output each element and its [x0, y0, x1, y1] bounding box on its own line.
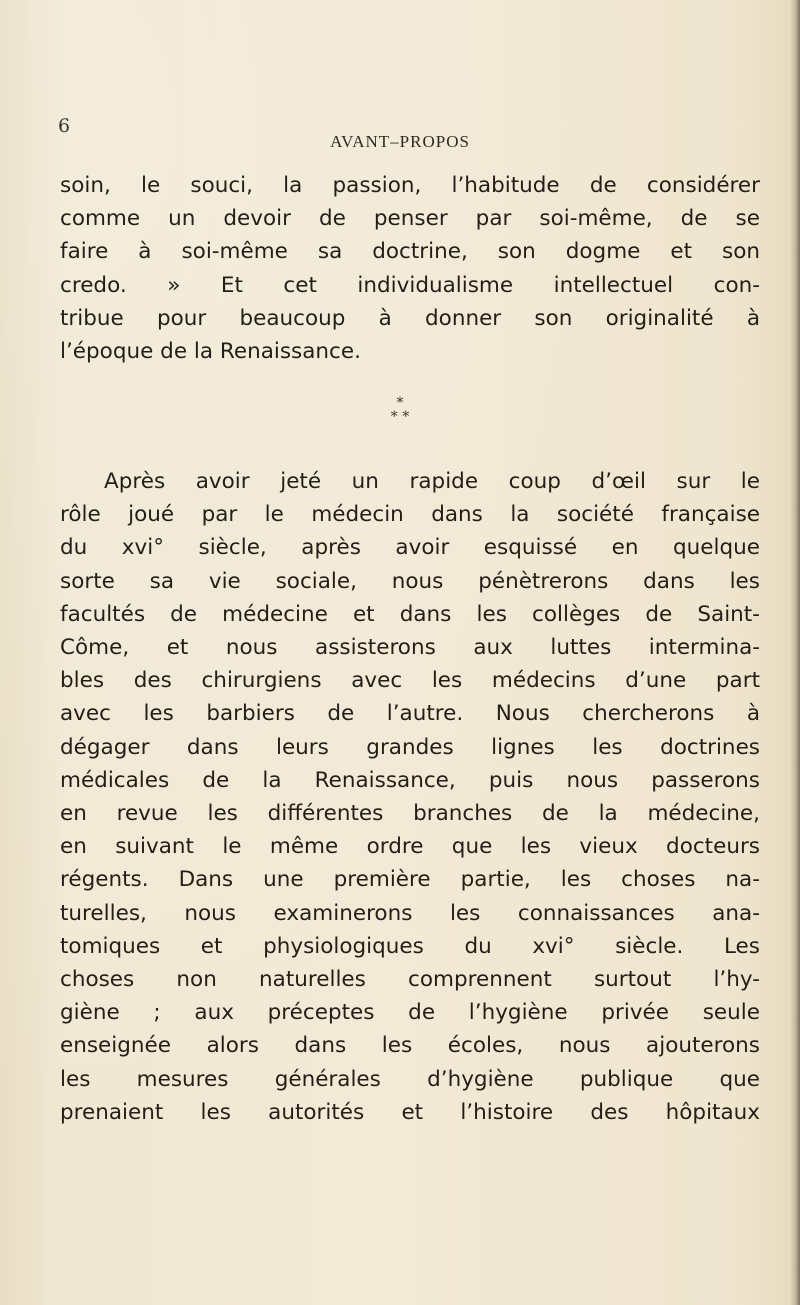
page-edge-shadow: [790, 0, 800, 1305]
text-line: rôle joué par le médecin dans la société française: [60, 502, 760, 528]
text-line: régents. Dans une première partie, les choses na-: [60, 867, 760, 893]
running-head: AVANT–PROPOS: [330, 132, 470, 151]
text-line: enseignée alors dans les écoles, nous ajouterons: [60, 1033, 760, 1059]
text-line: Côme, et nous assisterons aux luttes intermina-: [60, 635, 760, 661]
text-line: prenaient les autorités et l’histoire des hôpitaux: [60, 1099, 760, 1125]
text-line: turelles, nous examinerons les connaissances ana-: [60, 900, 760, 926]
text-line: en revue les différentes branches de la médecine,: [60, 801, 760, 827]
text-line: l’époque de la Renaissance.: [60, 339, 361, 365]
text-line: sorte sa vie sociale, nous pénètrerons dans les: [60, 568, 760, 594]
text-line: comme un devoir de penser par soi-même, de se: [60, 206, 760, 232]
text-line: dégager dans leurs grandes lignes les doctrines: [60, 734, 760, 760]
ornament-star-top: *: [396, 395, 404, 411]
text-line: faire à soi-même sa doctrine, son dogme et son: [60, 239, 760, 265]
text-line: choses non naturelles comprennent surtout l’hy-: [60, 967, 760, 993]
text-line: facultés de médecine et dans les collèges de Saint-: [60, 601, 760, 627]
text-line: tomiques et physiologiques du xvi° siècle. Les: [60, 933, 760, 959]
text-line: bles des chirurgiens avec les médecins d’une part: [60, 668, 760, 694]
text-line: credo. » Et cet individualisme intellectuel con-: [60, 272, 760, 298]
section-ornament: [0, 396, 800, 424]
page-number: 6: [58, 115, 71, 137]
text-line: en suivant le même ordre que les vieux docteurs: [60, 834, 760, 860]
paragraph-1: [60, 169, 760, 368]
text-line: avec les barbiers de l’autre. Nous chercherons à: [60, 701, 760, 727]
text-line: tribue pour beaucoup à donner son originalité à: [60, 305, 760, 331]
paragraph-2: [60, 465, 760, 1129]
ornament-stars-bottom: * *: [390, 409, 410, 425]
text-line: médicales de la Renaissance, puis nous passerons: [60, 767, 760, 793]
text-line: giène ; aux préceptes de l’hygiène privée seule: [60, 1000, 760, 1026]
text-line: Après avoir jeté un rapide coup d’œil sur le: [104, 469, 760, 494]
text-line: soin, le souci, la passion, l’habitude de considérer: [60, 173, 760, 198]
text-line: du xvi° siècle, après avoir esquissé en quelque: [60, 535, 760, 561]
text-line: les mesures générales d’hygiène publique que: [60, 1066, 760, 1092]
